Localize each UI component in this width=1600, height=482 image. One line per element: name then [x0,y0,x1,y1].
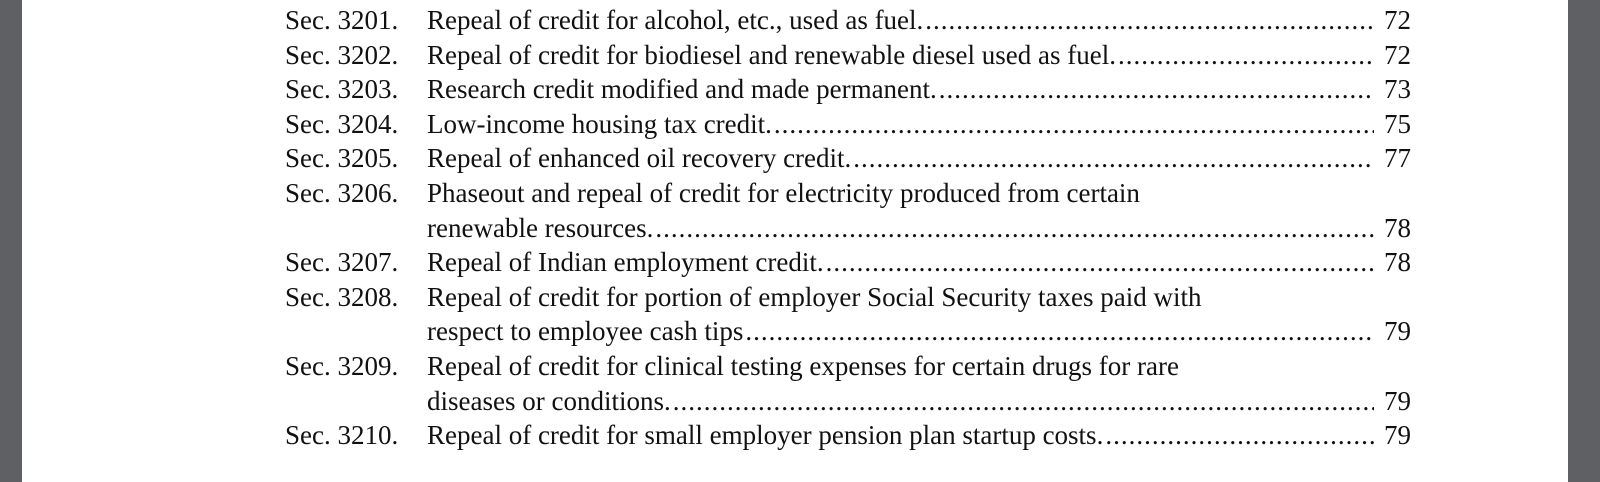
table-of-contents [285,3,1411,453]
toc-entry[interactable] [285,72,1411,107]
page-number: 79 [1384,420,1411,451]
section-number: Sec. 3206. [285,177,399,208]
page-number: 79 [1384,385,1411,416]
section-title: Repeal of Indian employment credit. [427,247,824,278]
section-number: Sec. 3204. [285,108,399,139]
toc-entry[interactable] [285,245,1411,280]
toc-entry[interactable] [285,38,1411,73]
dot-leader [774,107,1374,142]
section-number: Sec. 3209. [285,350,399,381]
section-number: Sec. 3208. [285,281,399,312]
section-title: Repeal of enhanced oil recovery credit. [427,143,852,174]
section-title: Research credit modified and made permanent. [427,74,937,105]
page-number: 77 [1384,143,1411,174]
section-number: Sec. 3205. [285,143,399,174]
section-title: Repeal of credit for portion of employer Social Security taxes paid with [427,281,1202,312]
section-number: Sec. 3210. [285,420,399,451]
toc-entry[interactable] [285,176,1411,245]
viewer-gutter-right [1568,0,1600,482]
page-number: 75 [1384,108,1411,139]
document-page [22,0,1568,482]
page-number: 79 [1384,316,1411,347]
page-number: 73 [1384,74,1411,105]
page-number: 72 [1384,5,1411,35]
dot-leader [673,384,1374,419]
dot-leader [1118,38,1374,73]
page-number: 72 [1384,39,1411,70]
section-title-continued: respect to employee cash tips [427,316,744,347]
section-number: Sec. 3201. [285,5,399,35]
dot-leader [939,72,1374,107]
section-title: Repeal of credit for alcohol, etc., used as fuel. [427,5,924,35]
section-number: Sec. 3207. [285,247,399,278]
section-title-continued: diseases or conditions. [427,385,671,416]
section-number: Sec. 3203. [285,74,399,105]
toc-entry[interactable] [285,141,1411,176]
dot-leader [655,211,1374,246]
toc-entry[interactable] [285,107,1411,142]
page-number: 78 [1384,247,1411,278]
page-number: 78 [1384,212,1411,243]
dot-leader [1105,418,1374,453]
section-title: Repeal of credit for clinical testing expenses for certain drugs for rare [427,350,1179,381]
section-title: Repeal of credit for small employer pension plan startup costs. [427,420,1104,451]
dot-leader [745,314,1374,349]
section-number: Sec. 3202. [285,39,399,70]
dot-leader [925,3,1374,38]
section-title-continued: renewable resources. [427,212,654,243]
section-title: Low-income housing tax credit. [427,108,772,139]
toc-entry[interactable] [285,280,1411,349]
toc-entry[interactable] [285,349,1411,418]
section-title: Repeal of credit for biodiesel and renewable diesel used as fuel. [427,39,1116,70]
toc-entry[interactable] [285,3,1411,38]
dot-leader [853,141,1374,176]
viewer-gutter-left [0,0,22,482]
section-title: Phaseout and repeal of credit for electricity produced from certain [427,177,1140,208]
toc-entry[interactable] [285,418,1411,453]
dot-leader [826,245,1374,280]
